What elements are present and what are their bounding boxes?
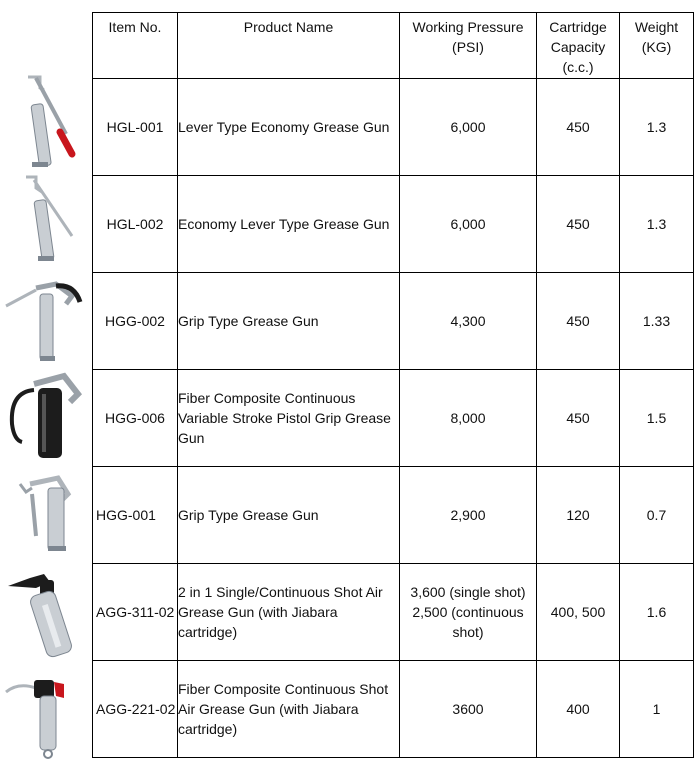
item-no-cell: HGG-001 bbox=[93, 467, 178, 564]
product-name-cell: Lever Type Economy Grease Gun bbox=[178, 79, 400, 176]
working-pressure-cell: 6,000 bbox=[400, 79, 537, 176]
cartridge-capacity-cell: 450 bbox=[537, 273, 620, 370]
header-item-no: Item No. bbox=[93, 13, 178, 79]
item-no-cell: AGG-221-02 bbox=[93, 661, 178, 758]
working-pressure-cell: 2,900 bbox=[400, 467, 537, 564]
header-working-pressure: Working Pressure (PSI) bbox=[400, 13, 537, 79]
table-row bbox=[93, 273, 694, 370]
weight-cell: 0.7 bbox=[620, 467, 694, 564]
item-no-cell: HGG-002 bbox=[93, 273, 178, 370]
cartridge-capacity-cell: 450 bbox=[537, 370, 620, 467]
product-name-cell: Grip Type Grease Gun bbox=[178, 467, 400, 564]
pistol-grip-grease-gun-hose-icon bbox=[0, 368, 92, 466]
air-grease-gun-red-trigger-icon bbox=[0, 662, 92, 760]
air-grease-gun-icon bbox=[0, 564, 92, 662]
header-cartridge-capacity: Cartridge Capacity (c.c.) bbox=[537, 13, 620, 79]
product-name-cell: Economy Lever Type Grease Gun bbox=[178, 176, 400, 273]
table-row bbox=[93, 661, 694, 758]
item-no-cell: HGG-006 bbox=[93, 370, 178, 467]
weight-cell: 1.6 bbox=[620, 564, 694, 661]
table-row bbox=[93, 176, 694, 273]
item-no-cell: HGL-001 bbox=[93, 79, 178, 176]
cartridge-capacity-cell: 120 bbox=[537, 467, 620, 564]
table-row bbox=[93, 564, 694, 661]
cartridge-capacity-cell: 400 bbox=[537, 661, 620, 758]
product-name-cell: Fiber Composite Continuous Variable Stroke Pistol Grip Grease Gun bbox=[178, 370, 400, 467]
table-header-row bbox=[93, 13, 694, 79]
weight-cell: 1 bbox=[620, 661, 694, 758]
working-pressure-cell: 4,300 bbox=[400, 273, 537, 370]
working-pressure-cell: 8,000 bbox=[400, 370, 537, 467]
working-pressure-cell: 3,600 (single shot) 2,500 (continuous shot) bbox=[400, 564, 537, 661]
lever-grease-gun-red-handle-icon bbox=[0, 74, 92, 172]
grip-grease-gun-icon bbox=[0, 270, 92, 368]
working-pressure-cell: 6,000 bbox=[400, 176, 537, 273]
lever-grease-gun-icon bbox=[0, 172, 92, 270]
item-no-cell: AGG-311-02 bbox=[93, 564, 178, 661]
item-no-cell: HGL-002 bbox=[93, 176, 178, 273]
product-spec-table bbox=[92, 12, 694, 758]
small-grip-grease-gun-icon bbox=[0, 466, 92, 564]
header-product-name: Product Name bbox=[178, 13, 400, 79]
header-weight: Weight (KG) bbox=[620, 13, 694, 79]
cartridge-capacity-cell: 400, 500 bbox=[537, 564, 620, 661]
cartridge-capacity-cell: 450 bbox=[537, 176, 620, 273]
weight-cell: 1.3 bbox=[620, 79, 694, 176]
table-row bbox=[93, 467, 694, 564]
product-name-cell: 2 in 1 Single/Continuous Shot Air Grease Gun (with Jiabara cartridge) bbox=[178, 564, 400, 661]
weight-cell: 1.3 bbox=[620, 176, 694, 273]
table-row bbox=[93, 79, 694, 176]
weight-cell: 1.5 bbox=[620, 370, 694, 467]
working-pressure-cell: 3600 bbox=[400, 661, 537, 758]
table-row bbox=[93, 370, 694, 467]
product-name-cell: Grip Type Grease Gun bbox=[178, 273, 400, 370]
weight-cell: 1.33 bbox=[620, 273, 694, 370]
product-name-cell: Fiber Composite Continuous Shot Air Grease Gun (with Jiabara cartridge) bbox=[178, 661, 400, 758]
cartridge-capacity-cell: 450 bbox=[537, 79, 620, 176]
